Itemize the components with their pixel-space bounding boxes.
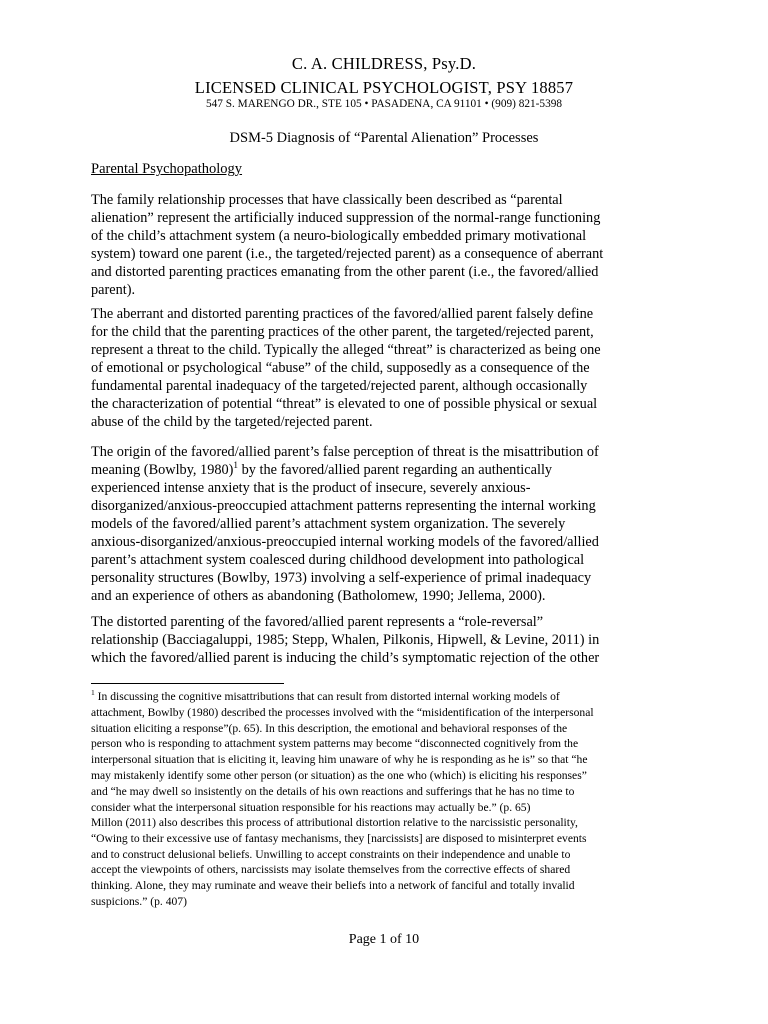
paragraph-line: personality structures (Bowlby, 1973) involving a self-experience of primal inadequacy [91, 570, 592, 586]
paragraph-line: disorganized/anxious-preoccupied attachment patterns representing the internal working [91, 498, 596, 514]
paragraph-3 [91, 443, 701, 605]
footnote-text: In discussing the cognitive misattributions that can result from distorted internal working models of [94, 690, 560, 703]
paragraph-line: parent). [91, 282, 136, 298]
author-name: C. A. CHILDRESS, Psy.D. [291, 54, 477, 73]
footnote-1 [91, 689, 701, 815]
footnote-line: attachment, Bowlby (1980) described the processes involved with the “misidentification of the interpersonal [91, 705, 594, 719]
footnote-line [91, 689, 701, 705]
paragraph-line: system) toward one parent (i.e., the targeted/rejected parent) as a consequence of aberrant [91, 246, 604, 262]
paragraph-line: the characterization of potential “threat” is elevated to one of possible physical or sexual [91, 396, 598, 412]
paragraph-1 [91, 191, 701, 299]
footnote-line: suspicions.” (p. 407) [91, 894, 187, 908]
footnote-separator [91, 683, 284, 684]
paragraph-line: The family relationship processes that have classically been described as “parental [91, 192, 563, 208]
paragraph-line: of the child’s attachment system (a neuro-biologically embedded primary motivational [91, 228, 587, 244]
license-line: LICENSED CLINICAL PSYCHOLOGIST, PSY 18857 [194, 78, 574, 97]
footnote-mark: 1 [91, 688, 95, 698]
address-line: 547 S. MARENGO DR., STE 105 • PASADENA, CA 91101 • (909) 821-5398 [205, 98, 563, 110]
footnote-line: interpersonal situation that is eliciting it, leaving him unaware of why he is responding as he is” so that “he [91, 753, 588, 767]
paragraph-text: meaning (Bowlby, 1980) [91, 462, 234, 478]
page-number: Page 1 of 10 [348, 932, 420, 947]
footnote-continuation [91, 815, 701, 910]
footnote-line: accept the viewpoints of others, narcissists may isolate themselves from the corrective effects of shared [91, 863, 571, 877]
paragraph-line: for the child that the parenting practices of the other parent, the targeted/rejected parent, [91, 324, 594, 340]
paragraph-line: The aberrant and distorted parenting practices of the favored/allied parent falsely define [91, 306, 594, 322]
paragraph-line: fundamental parental inadequacy of the targeted/rejected parent, although occasionally [91, 378, 588, 394]
paragraph-2 [91, 305, 701, 431]
section-heading: Parental Psychopathology [91, 161, 243, 177]
paragraph-line: alienation” represent the artificially induced suppression of the normal-range functioning [91, 210, 601, 226]
paragraph-line: parent’s attachment system coalesced during childhood development into pathological [91, 552, 585, 568]
paragraph-line: The origin of the favored/allied parent’s false perception of threat is the misattribution of [91, 444, 599, 460]
paragraph-4 [91, 613, 701, 667]
paragraph-line: and an experience of others as abandoning (Batholomew, 1990; Jellema, 2000). [91, 588, 546, 604]
paragraph-line: The distorted parenting of the favored/allied parent represents a “role-reversal” [91, 614, 544, 630]
paragraph-line-with-footnote [91, 461, 701, 479]
footnote-reference[interactable]: 1 [233, 461, 239, 472]
footnote-line: may mistakenly identify some other person (or situation) as the one who (which) is eliciting his responses” [91, 768, 587, 782]
paragraph-line: relationship (Bacciagaluppi, 1985; Stepp, Whalen, Pilkonis, Hipwell, & Levine, 2011) in [91, 632, 600, 648]
footnote-line: and “he may dwell so insistently on the details of his own reactions and sufferings that he has no time to [91, 784, 575, 798]
paragraph-line: anxious-disorganized/anxious-preoccupied internal working models of the favored/allied [91, 534, 599, 550]
paragraph-line: abuse of the child by the targeted/rejected parent. [91, 414, 373, 430]
paragraph-text: by the favored/allied parent regarding an authentically [238, 462, 553, 478]
footnote-line: and to construct delusional beliefs. Unwilling to accept constraints on their independence and unable to [91, 847, 571, 861]
footnote-line: person who is responding to attachment system patterns may become “disconnected cognitively from the [91, 737, 579, 751]
document-title: DSM-5 Diagnosis of “Parental Alienation” Processes [229, 130, 539, 146]
paragraph-line: of emotional or psychological “abuse” of the child, supposedly as a consequence of the [91, 360, 590, 376]
footnote-line: consider what the interpersonal situation responsible for his reactions may actually be.” (p. 65) [91, 800, 531, 814]
paragraph-line: experienced intense anxiety that is the product of insecure, severely anxious- [91, 480, 531, 496]
paragraph-line: represent a threat to the child. Typically the alleged “threat” is characterized as being one [91, 342, 601, 358]
paragraph-line: which the favored/allied parent is inducing the child’s symptomatic rejection of the other [91, 650, 600, 666]
paragraph-line: models of the favored/allied parent’s attachment system organization. The severely [91, 516, 566, 532]
footnote-line: situation eliciting a response”(p. 65). In this description, the emotional and behavioral responses of the [91, 721, 568, 735]
footnote-line: “Owing to their excessive use of fantasy mechanisms, they [narcissists] are disposed to misinterpret events [91, 831, 587, 845]
paragraph-line: and distorted parenting practices emanating from the other parent (i.e., the favored/allied [91, 264, 599, 280]
footnote-line: thinking. Alone, they may ruminate and weave their beliefs into a network of fanciful and totally invalid [91, 879, 575, 893]
footnote-line: Millon (2011) also describes this process of attributional distortion relative to the narcissistic personality, [91, 816, 578, 829]
